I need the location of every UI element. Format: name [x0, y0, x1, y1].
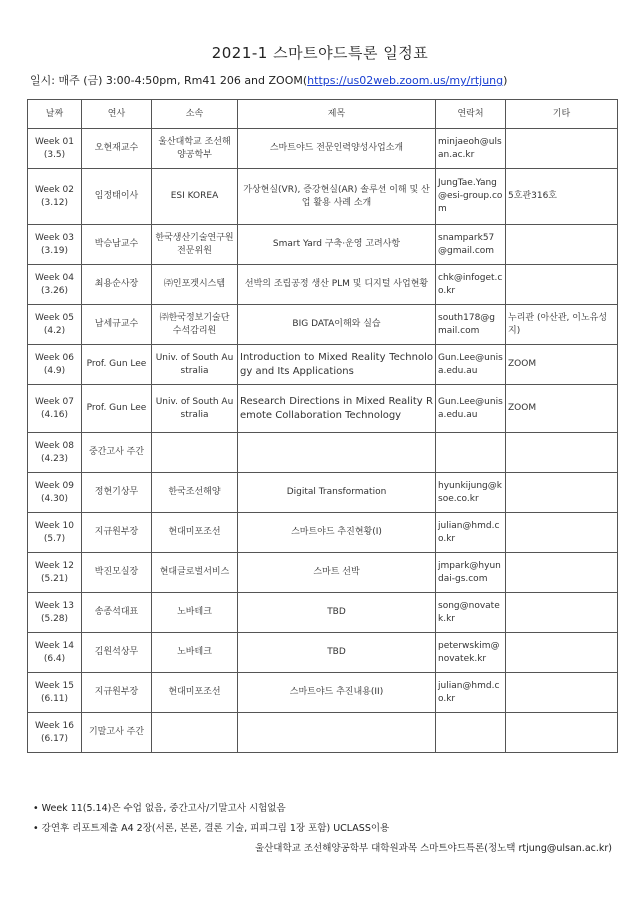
cell-extra [506, 265, 618, 305]
cell-affiliation: 현대미포조선 [152, 673, 238, 713]
cell-date [28, 673, 82, 713]
week-label: Week 16 [35, 720, 74, 731]
schedule-table [27, 99, 618, 753]
cell-extra [506, 225, 618, 265]
cell-extra: 5호관316호 [506, 169, 618, 225]
notes [33, 799, 623, 839]
cell-extra: ZOOM [506, 345, 618, 385]
cell-topic: TBD [238, 633, 436, 673]
date-label: (4.9) [43, 365, 66, 376]
table-row [28, 473, 618, 513]
cell-date [28, 433, 82, 473]
cell-speaker: Prof. Gun Lee [82, 345, 152, 385]
date-label: (4.23) [40, 453, 69, 464]
cell-speaker: 오현재교수 [82, 129, 152, 169]
header-affiliation: 소속 [152, 100, 238, 129]
cell-date [28, 593, 82, 633]
cell-affiliation: 현대글로벌서비스 [152, 553, 238, 593]
cell-topic: TBD [238, 593, 436, 633]
cell-extra: 누리관 (아산관, 이노유성지) [506, 305, 618, 345]
date-label: (6.17) [40, 733, 69, 744]
cell-extra [506, 593, 618, 633]
date-label: (5.28) [40, 613, 69, 624]
cell-affiliation: 현대미포조선 [152, 513, 238, 553]
date-label: (4.2) [43, 325, 66, 336]
cell-date [28, 553, 82, 593]
cell-contact: Gun.Lee@unisa.edu.au [436, 345, 506, 385]
header-extra: 기타 [506, 100, 618, 129]
table-row [28, 673, 618, 713]
cell-date [28, 473, 82, 513]
cell-extra [506, 513, 618, 553]
cell-speaker: 정현기상무 [82, 473, 152, 513]
cell-contact: peterwskim@novatek.kr [436, 633, 506, 673]
table-row [28, 513, 618, 553]
table-row [28, 713, 618, 753]
date-label: (3.26) [40, 285, 69, 296]
week-label: Week 10 [35, 520, 74, 531]
cell-contact: julian@hmd.co.kr [436, 673, 506, 713]
note-text: 강연후 리포트제출 A4 2장(서론, 본론, 결론 기술, 피피그림 1장 포함) UCLASS이용 [41, 823, 390, 834]
table-row [28, 553, 618, 593]
schedule-body [28, 129, 618, 753]
cell-topic [238, 713, 436, 753]
cell-speaker: 박승남교수 [82, 225, 152, 265]
cell-date [28, 305, 82, 345]
cell-affiliation [152, 713, 238, 753]
cell-date [28, 345, 82, 385]
date-label: (3.5) [43, 149, 66, 160]
cell-extra [506, 553, 618, 593]
header-date: 날짜 [28, 100, 82, 129]
cell-topic: 스마트 선박 [238, 553, 436, 593]
table-row [28, 169, 618, 225]
cell-date [28, 513, 82, 553]
cell-date [28, 129, 82, 169]
week-label: Week 02 [35, 184, 74, 195]
date-label: (4.30) [40, 493, 69, 504]
cell-speaker: 김원석상무 [82, 633, 152, 673]
cell-contact: jmpark@hyundai-gs.com [436, 553, 506, 593]
week-label: Week 14 [35, 640, 74, 651]
week-label: Week 13 [35, 600, 74, 611]
cell-contact: south178@gmail.com [436, 305, 506, 345]
cell-speaker: 중간고사 주간 [82, 433, 152, 473]
zoom-link[interactable]: https://us02web.zoom.us/my/rtjung [307, 74, 504, 87]
cell-extra [506, 713, 618, 753]
cell-contact: minjaeoh@ulsan.ac.kr [436, 129, 506, 169]
date-label: (6.11) [40, 693, 69, 704]
schedule-info [30, 72, 620, 88]
note-text: Week 11(5.14)은 수업 없음, 중간고사/기말고사 시험없음 [41, 803, 286, 814]
cell-topic: 가상현실(VR), 증강현실(AR) 솔루션 이해 및 산업 활용 사례 소개 [238, 169, 436, 225]
cell-contact: julian@hmd.co.kr [436, 513, 506, 553]
cell-contact: chk@infoget.co.kr [436, 265, 506, 305]
cell-topic: Research Directions in Mixed Reality Remote Collaboration Technology [238, 385, 436, 433]
cell-affiliation: ㈜인포겟시스템 [152, 265, 238, 305]
cell-extra [506, 129, 618, 169]
note-item [33, 819, 623, 839]
table-row [28, 305, 618, 345]
cell-affiliation: 노바테크 [152, 593, 238, 633]
table-row [28, 225, 618, 265]
cell-date [28, 633, 82, 673]
page-title: 2021-1 스마트야드특론 일정표 [211, 44, 429, 62]
cell-speaker: Prof. Gun Lee [82, 385, 152, 433]
date-label: (5.21) [40, 573, 69, 584]
week-label: Week 15 [35, 680, 74, 691]
cell-affiliation: ESI KOREA [152, 169, 238, 225]
header-speaker: 연사 [82, 100, 152, 129]
table-row [28, 593, 618, 633]
cell-affiliation: 한국조선해양 [152, 473, 238, 513]
date-label: (6.4) [43, 653, 66, 664]
week-label: Week 04 [35, 272, 74, 283]
cell-speaker: 임정태이사 [82, 169, 152, 225]
cell-extra [506, 633, 618, 673]
cell-affiliation: ㈜한국정보기술단 수석감리원 [152, 305, 238, 345]
cell-speaker: 남세규교수 [82, 305, 152, 345]
cell-topic: 스마트야드 추진현황(I) [238, 513, 436, 553]
cell-date [28, 265, 82, 305]
cell-date [28, 169, 82, 225]
cell-affiliation: Univ. of South Australia [152, 345, 238, 385]
cell-extra [506, 473, 618, 513]
cell-speaker: 기말고사 주간 [82, 713, 152, 753]
cell-speaker: 지규원부장 [82, 673, 152, 713]
footer: 울산대학교 조선해양공학부 대학원과목 스마트야드특론(정노택 rtjung@ulsan.ac.kr) [254, 843, 612, 854]
cell-affiliation [152, 433, 238, 473]
cell-speaker: 최용순사장 [82, 265, 152, 305]
week-label: Week 06 [35, 352, 74, 363]
date-label: (5.7) [43, 533, 66, 544]
cell-contact: JungTae.Yang@esi-group.com [436, 169, 506, 225]
cell-contact: song@novatek.kr [436, 593, 506, 633]
cell-date [28, 385, 82, 433]
bullet-icon: • [33, 823, 39, 834]
cell-extra [506, 673, 618, 713]
week-label: Week 01 [35, 136, 74, 147]
cell-speaker: 박진모실장 [82, 553, 152, 593]
table-row [28, 129, 618, 169]
cell-contact: Gun.Lee@unisa.edu.au [436, 385, 506, 433]
bullet-icon: • [33, 803, 39, 814]
date-label: (3.19) [40, 245, 69, 256]
date-label: (4.16) [40, 409, 69, 420]
cell-affiliation: Univ. of South Australia [152, 385, 238, 433]
table-header-row [28, 100, 618, 129]
cell-contact [436, 433, 506, 473]
table-row [28, 345, 618, 385]
cell-topic: Introduction to Mixed Reality Technology and Its Applications [238, 345, 436, 385]
table-row [28, 385, 618, 433]
cell-affiliation: 한국생산기술연구원 전문위원 [152, 225, 238, 265]
header-topic: 제목 [238, 100, 436, 129]
cell-contact: hyunkijung@ksoe.co.kr [436, 473, 506, 513]
cell-date [28, 713, 82, 753]
cell-speaker: 지규원부장 [82, 513, 152, 553]
header-contact: 연락처 [436, 100, 506, 129]
week-label: Week 05 [35, 312, 74, 323]
cell-speaker: 송종석대표 [82, 593, 152, 633]
note-item [33, 799, 623, 819]
cell-extra: ZOOM [506, 385, 618, 433]
cell-topic: 선박의 조립공정 생산 PLM 및 디지털 사업현황 [238, 265, 436, 305]
cell-topic: 스마트야드 전문인력양성사업소개 [238, 129, 436, 169]
info-text-end: ) [503, 74, 508, 87]
table-row [28, 265, 618, 305]
week-label: Week 09 [35, 480, 74, 491]
table-row [28, 633, 618, 673]
week-label: Week 03 [35, 232, 74, 243]
week-label: Week 12 [35, 560, 74, 571]
info-text: 일시: 매주 (금) 3:00-4:50pm, Rm41 206 and ZOOM( [30, 74, 308, 87]
cell-topic [238, 433, 436, 473]
cell-affiliation: 울산대학교 조선해양공학부 [152, 129, 238, 169]
week-label: Week 08 [35, 440, 74, 451]
cell-contact [436, 713, 506, 753]
cell-topic: BIG DATA이해와 실습 [238, 305, 436, 345]
cell-extra [506, 433, 618, 473]
cell-topic: 스마트야드 추진내용(II) [238, 673, 436, 713]
date-label: (3.12) [40, 197, 69, 208]
cell-contact: snampark57@gmail.com [436, 225, 506, 265]
cell-affiliation: 노바테크 [152, 633, 238, 673]
cell-topic: Smart Yard 구축·운영 고려사항 [238, 225, 436, 265]
week-label: Week 07 [35, 396, 74, 407]
cell-date [28, 225, 82, 265]
cell-topic: Digital Transformation [238, 473, 436, 513]
table-row [28, 433, 618, 473]
